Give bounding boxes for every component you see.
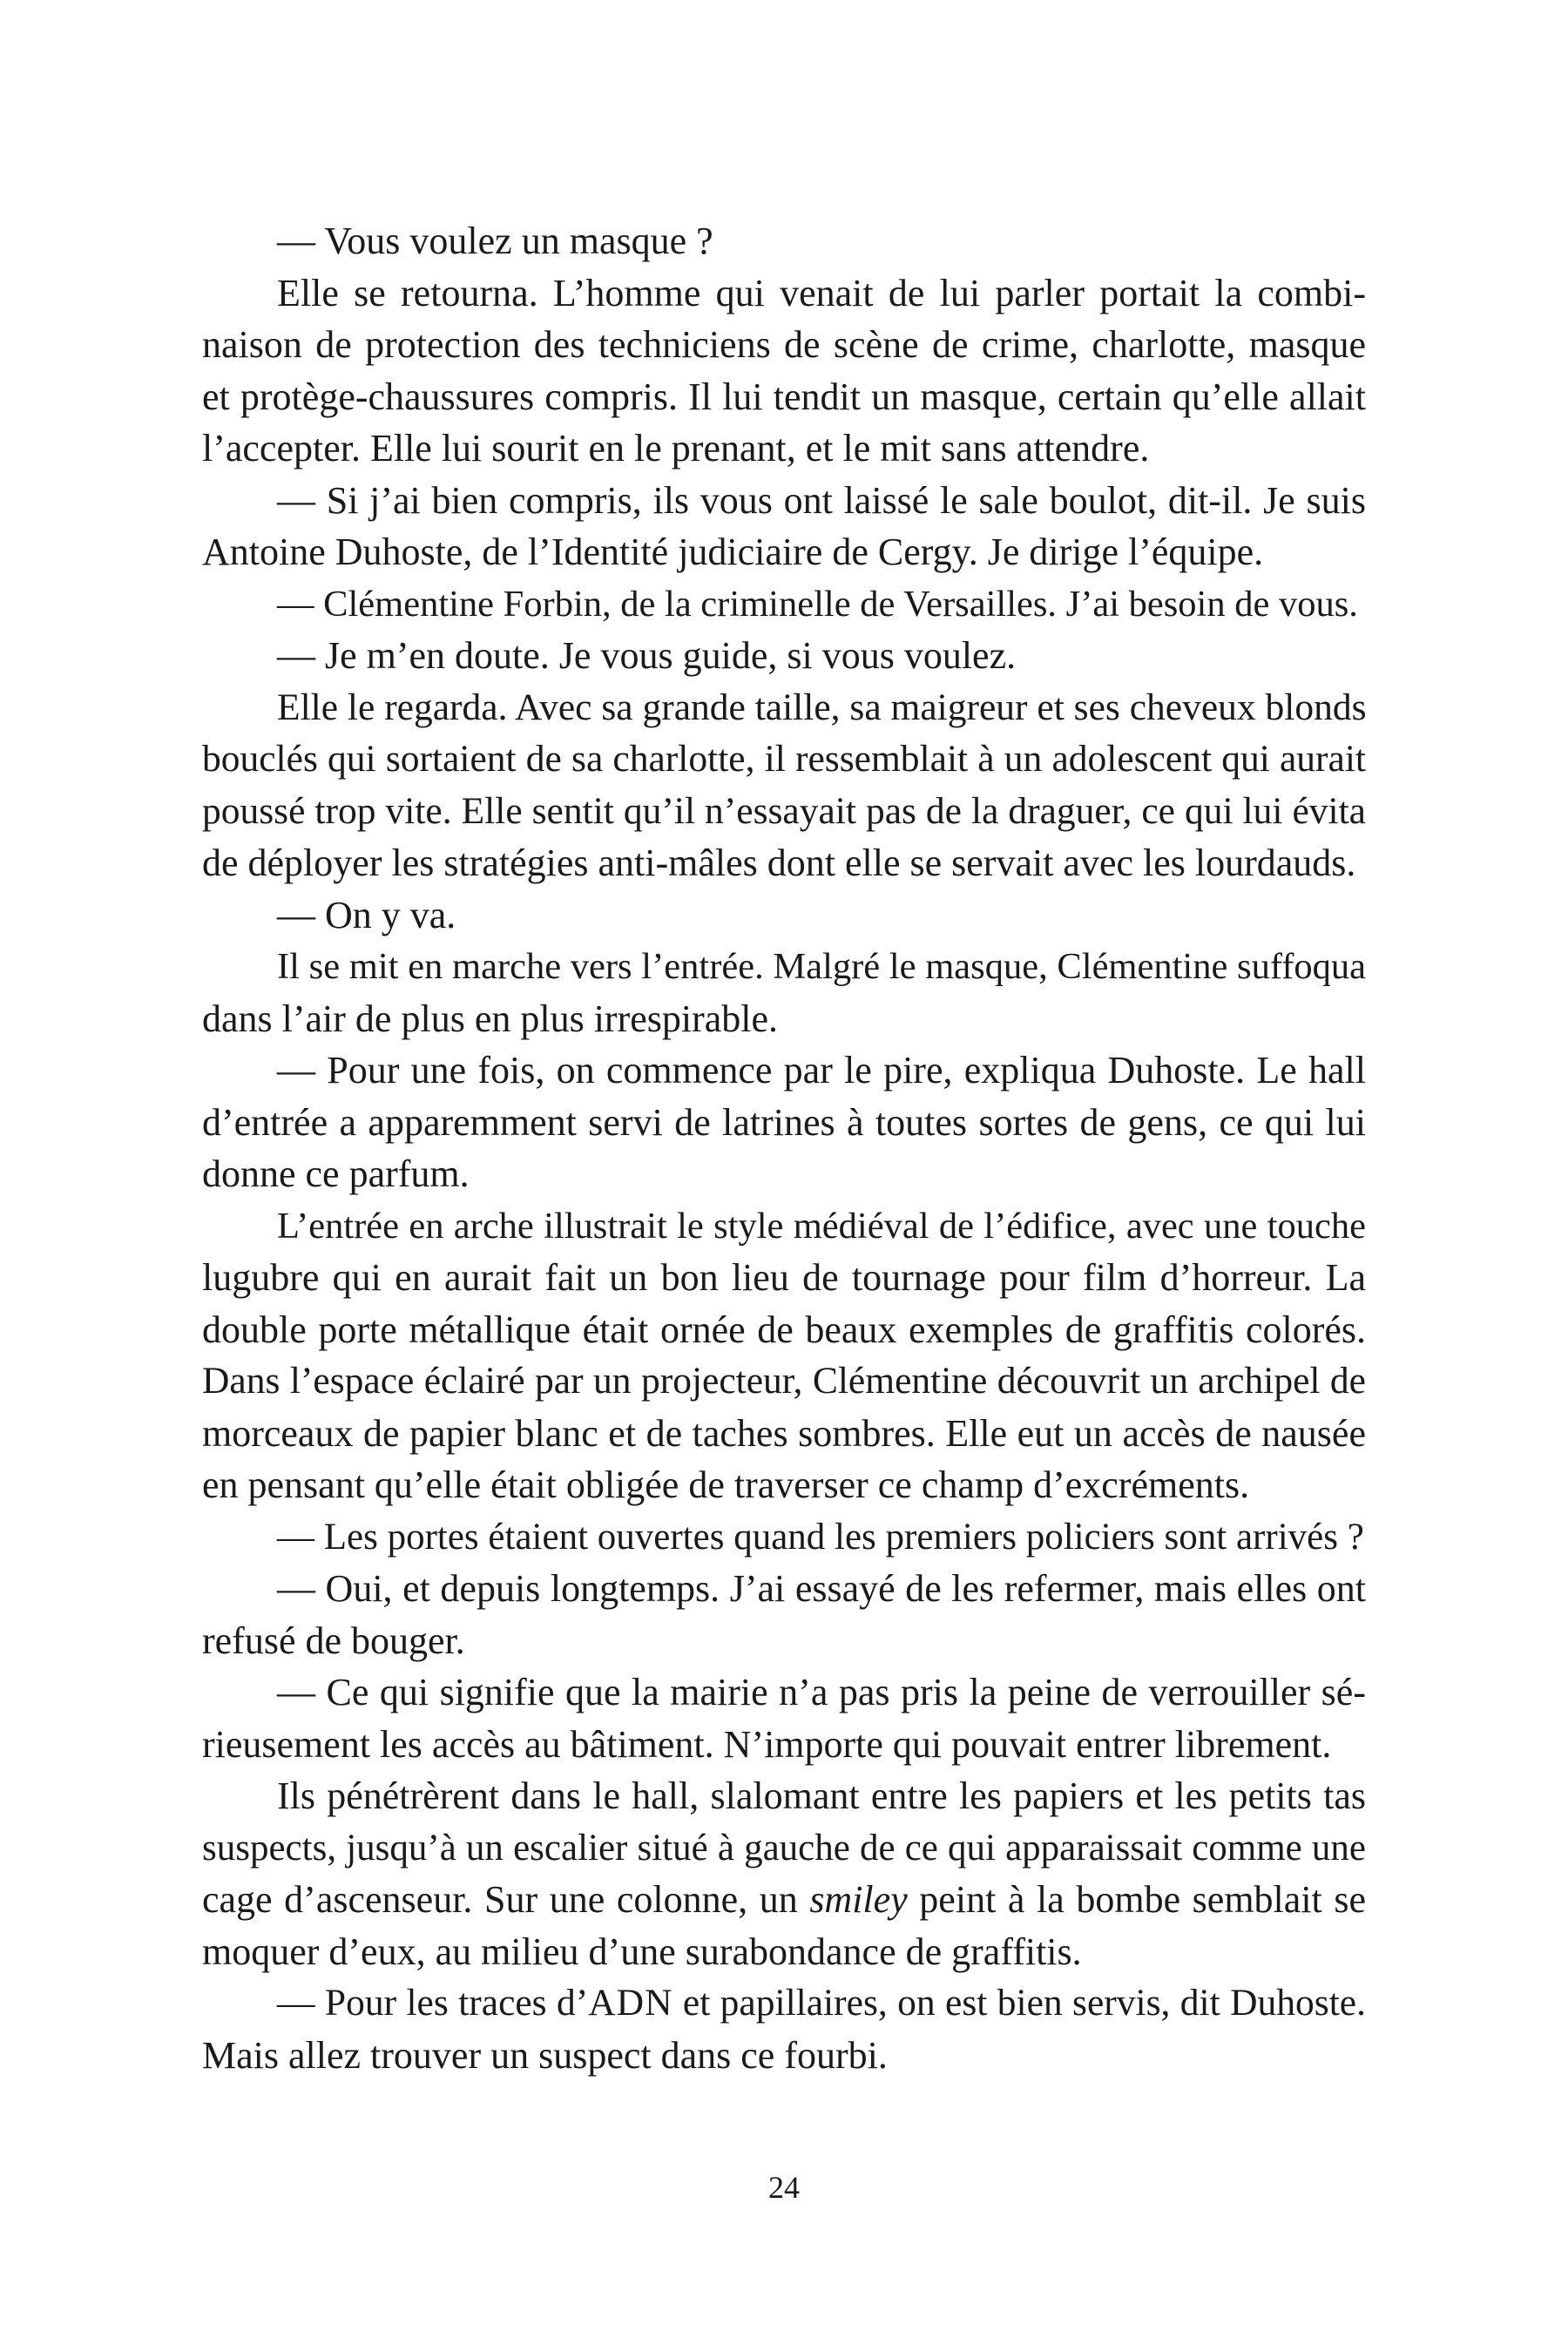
text-line: en pensant qu’elle était obligée de traverser ce champ d’excréments. <box>202 1463 1250 1506</box>
text-line: — Si j’ai bien compris, ils vous ont laissé le sale boulot, dit-il. Je suis <box>277 478 1366 522</box>
text-line: Antoine Duhoste, de l’Identité judiciaire de Cergy. Je dirige l’équipe. <box>202 531 1264 573</box>
text-line: Mais allez trouver un suspect dans ce fourbi. <box>202 2033 888 2077</box>
text-line: poussé trop vite. Elle sentit qu’il n’essayait pas de la draguer, ce qui lui évita <box>202 789 1366 832</box>
text-line: donne ce parfum. <box>202 1152 470 1195</box>
text-segment: et papillaires, on est bien servis, dit Duhoste. <box>672 1982 1366 2024</box>
body-text <box>202 215 1366 2081</box>
text-line: — Les portes étaient ouvertes quand les premiers policiers sont arrivés ? <box>277 1516 1364 1558</box>
text-line: d’entrée a apparemment servi de latrines à toutes sortes de gens, ce qui lui <box>202 1100 1366 1144</box>
text-line: de déployer les stratégies anti-mâles dont elle se servait avec les lourdauds. <box>202 841 1356 884</box>
italic-word: smiley <box>809 1878 908 1921</box>
text-segment: — Pour les traces d’ <box>277 1982 589 2024</box>
text-line: morceaux de papier blanc et de taches sombres. Elle eut un accès de nausée <box>202 1411 1366 1455</box>
small-caps-abbreviation: ADN <box>588 1982 673 2024</box>
text-line: rieusement les accès au bâtiment. N’importe qui pouvait entrer librement. <box>202 1722 1332 1766</box>
text-line: Il se mit en marche vers l’entrée. Malgré le masque, Clémentine suffoqua <box>277 946 1366 987</box>
text-line: Elle se retourna. L’homme qui venait de lui parler portait la combi- <box>277 271 1366 314</box>
text-line: naison de protection des techniciens de scène de crime, charlotte, masque <box>202 323 1366 366</box>
text-line: et protège-chaussures compris. Il lui tendit un masque, certain qu’elle allait <box>202 375 1366 418</box>
text-line: — On y va. <box>277 893 456 936</box>
text-line: suspects, jusqu’à un escalier situé à gauche de ce qui apparaissait comme une <box>202 1827 1366 1869</box>
text-line: — Clémentine Forbin, de la criminelle de Versailles. J’ai besoin de vous. <box>277 583 1358 625</box>
text-line <box>202 1874 1366 1926</box>
text-line: Dans l’espace éclairé par un projecteur, Clémentine découvrit un archipel de <box>202 1360 1366 1402</box>
text-line: lugubre qui en aurait fait un bon lieu de tournage pour film d’horreur. La <box>202 1256 1366 1299</box>
text-line: Ils pénétrèrent dans le hall, slalomant entre les papiers et les petits tas <box>277 1774 1366 1817</box>
text-line: — Vous voulez un masque ? <box>277 220 713 262</box>
text-line: double porte métallique était ornée de beaux exemples de graffitis colorés. <box>202 1308 1366 1351</box>
text-line: refusé de bouger. <box>202 1619 465 1662</box>
text-line: — Je m’en doute. Je vous guide, si vous voulez. <box>277 634 1017 677</box>
text-line: l’accepter. Elle lui sourit en le prenant, et le mit sans attendre. <box>202 427 1150 470</box>
text-line: L’entrée en arche illustrait le style médiéval de l’édifice, avec une touche <box>277 1205 1366 1247</box>
text-line: — Pour une fois, on commence par le pire, expliqua Duhoste. Le hall <box>277 1049 1366 1092</box>
page-number: 24 <box>768 2170 800 2205</box>
text-segment: cage d’ascenseur. Sur une colonne, un <box>202 1878 810 1921</box>
text-line: dans l’air de plus en plus irrespirable. <box>202 997 779 1040</box>
text-line: bouclés qui sortaient de sa charlotte, il ressemblait à un adolescent qui aurait <box>202 738 1366 780</box>
text-line: Elle le regarda. Avec sa grande taille, sa maigreur et ses cheveux blonds <box>277 686 1367 728</box>
text-line: — Ce qui signifie que la mairie n’a pas pris la peine de verrouiller sé- <box>277 1671 1366 1713</box>
text-line: — Oui, et depuis longtemps. J’ai essayé de les refermer, mais elles ont <box>277 1567 1366 1610</box>
text-line <box>202 1977 1366 2030</box>
text-segment: peint à la bombe semblait se <box>907 1878 1367 1921</box>
text-line: moquer d’eux, au milieu d’une surabondance de graffitis. <box>202 1930 1082 1973</box>
